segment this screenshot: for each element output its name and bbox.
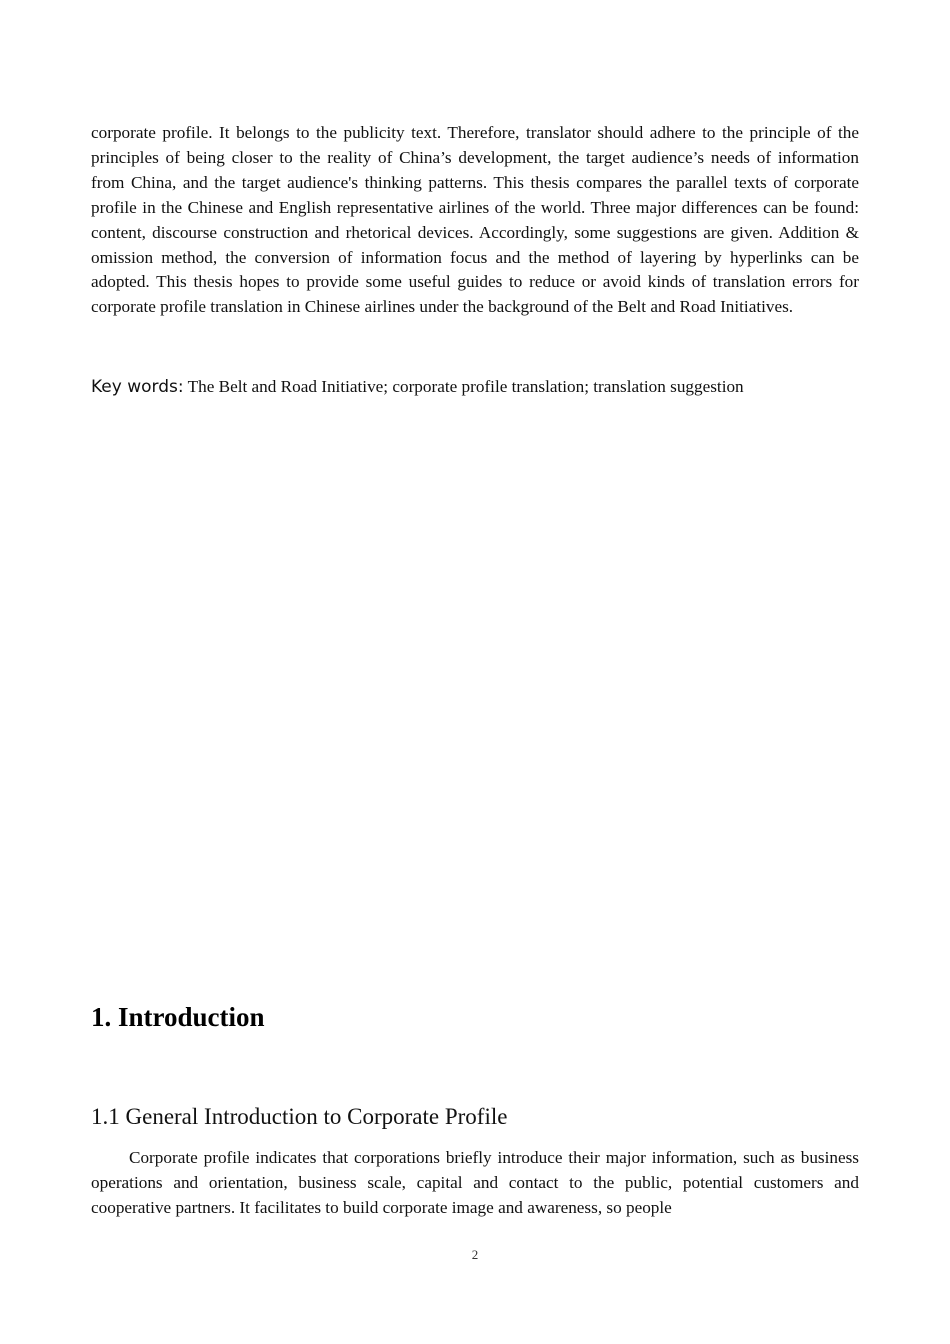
- keywords-line: [91, 374, 859, 400]
- page-number: 2: [471, 1247, 479, 1262]
- subsection-heading-corporate-profile: 1.1 General Introduction to Corporate Profile: [91, 1104, 508, 1129]
- body-paragraph: Corporate profile indicates that corporations briefly introduce their major information, such as business operations and orientation, business scale, capital and contact to the public, potential customers and cooperative partners. It facilitates to build corporate image and awareness, so people: [91, 1148, 859, 1217]
- keywords-text: The Belt and Road Initiative; corporate profile translation; translation suggestion: [183, 377, 744, 396]
- keywords-label: Key words:: [91, 377, 184, 397]
- section-heading-introduction: 1. Introduction: [91, 1002, 265, 1032]
- abstract-paragraph: corporate profile. It belongs to the publicity text. Therefore, translator should adhere to the principle of the principles of being closer to the reality of China’s development, the target audience’s needs of information from China, and the target audience's thinking patterns. This thesis compares the parallel texts of corporate profile in the Chinese and English representative airlines of the world. Three major differences can be found: content, discourse construction and rhetorical devices. Accordingly, some suggestions are given. Addition & omission method, the conversion of information focus and the method of layering by hyperlinks can be adopted. This thesis hopes to provide some useful guides to reduce or avoid kinds of translation errors for corporate profile translation in Chinese airlines under the background of the Belt and Road Initiatives.: [91, 123, 859, 317]
